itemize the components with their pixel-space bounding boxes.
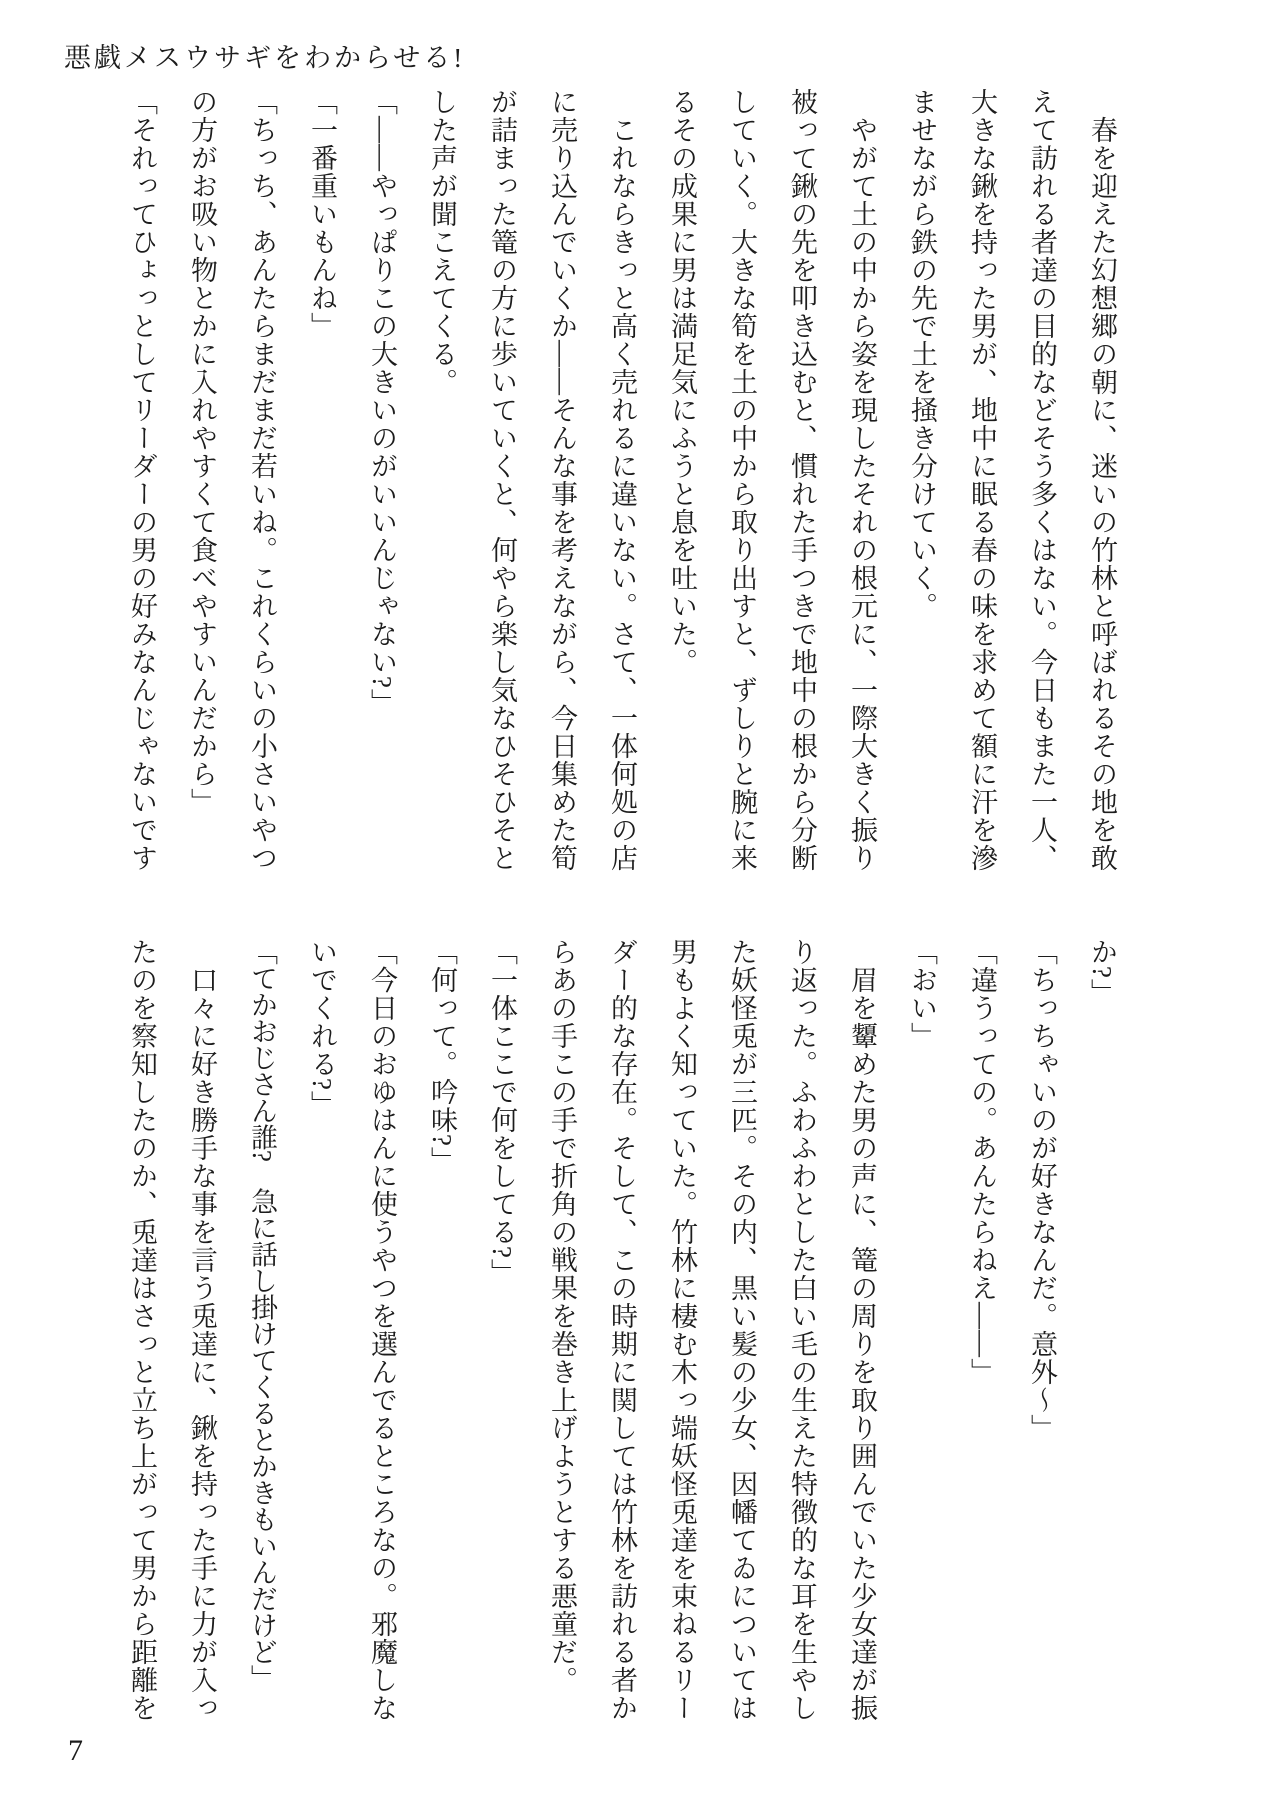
paragraph: 口々に好き勝手な事を言う兎達に、鍬を持った手に力が入ったのを察知したのか、兎達はさっと立ち上がって男から距離を (127, 938, 217, 1722)
paragraph: 春を迎えた幻想郷の朝に、迷いの竹林と呼ばれるその地を敢えて訪れる者達の目的などそう多くはない。今日もまた一人、大きな鍬を持った男が、地中に眠る春の味を求めて額に汗を滲ませながら鉄の先で土を掻き分けていく。 (907, 88, 1117, 872)
paragraph: か?」 (1087, 938, 1117, 1007)
page-number: 7 (68, 1734, 83, 1767)
paragraph: 「おい」 (907, 938, 937, 1050)
paragraph: 「一体ここで何をしてる?」 (487, 938, 517, 1287)
paragraph: 「――やっぱりこの大きいのがいいんじゃない?」 (367, 88, 397, 717)
text-block-top (110, 88, 1132, 874)
paragraph: 「ちっち、あんたらまだまだ若いね。これくらいの小さいやつの方がお吸い物とかに入れやすくて食べやすいんだから」 (187, 88, 277, 872)
paragraph: 「何って。吟味?」 (427, 938, 457, 1175)
paragraph: これならきっと高く売れるに違いない。さて、一体何処の店に売り込んでいくか――そんな事を考えながら、今日集めた筍が詰まった篭の方に歩いていくと、何やら楽し気なひそひそとした声が聞こえてくる。 (427, 88, 637, 872)
paragraph: 「ちっちゃいのが好きなんだ。意外〜」 (1027, 938, 1057, 1442)
text-block-bottom (110, 938, 1132, 1724)
paragraph: 「今日のおゆはんに使うやつを選んでるところなの。邪魔しないでくれる?」 (307, 938, 397, 1722)
paragraph: 「てかおじさん誰? 急に話し掛けてくるとかきもいんだけど」 (247, 938, 277, 1692)
paragraph: やがて土の中から姿を現したそれの根元に、一際大きく振り被って鍬の先を叩き込むと、慣れた手つきで地中の根から分断していく。大きな筍を土の中から取り出すと、ずしりと腕に来るその成果に男は満足気にふうと息を吐いた。 (667, 88, 877, 872)
paragraph: 「一番重いもんね」 (307, 88, 337, 340)
paragraph: 眉を顰めた男の声に、篭の周りを取り囲んでいた少女達が振り返った。ふわふわとした白い毛の生えた特徴的な耳を生やした妖怪兎が三匹。その内、黒い髪の少女、因幡てゐについては男もよく知っていた。竹林に棲む木っ端妖怪兎達を束ねるリーダー的な存在。そして、この時期に関しては竹林を訪れる者からあの手この手で折角の戦果を巻き上げようとする悪童だ。 (547, 938, 877, 1722)
paragraph: 「違うっての。あんたらねえ――」 (967, 938, 997, 1386)
paragraph: 「それってひょっとしてリーダーの男の好みなんじゃないです (127, 88, 157, 872)
page-title: 悪戯メスウサギをわからせる! (64, 43, 466, 73)
